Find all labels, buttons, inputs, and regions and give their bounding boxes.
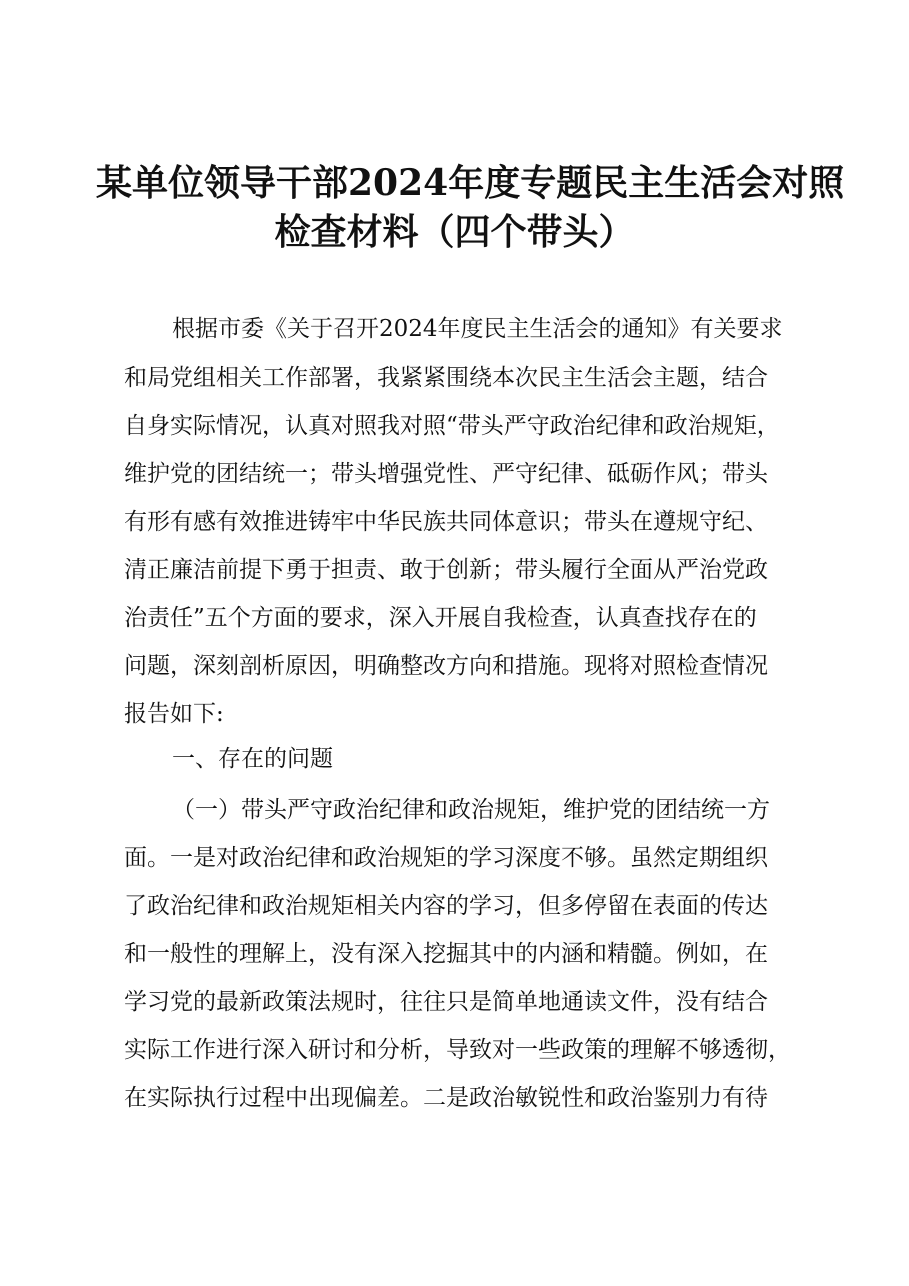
intro-line-6: 清正廉洁前提下勇于担责、敢于创新；带头履行全面从严治党政	[124, 557, 768, 583]
section-line-4: 和一般性的理解上，没有深入挖掘其中的内涵和精髓。例如，在	[124, 941, 768, 967]
intro-line-8: 问题，深刻剖析原因，明确整改方向和措施。现将对照检查情况	[124, 653, 768, 679]
intro-line-7: 治责任”五个方面的要求，深入开展自我检查，认真查找存在的	[124, 605, 757, 631]
document-title-line-2: 检查材料（四个带头）	[274, 211, 635, 253]
section-line-3: 了政治纪律和政治规矩相关内容的学习，但多停留在表面的传达	[124, 893, 768, 919]
intro-line-1: 根据市委《关于召开2024年度民主生活会的通知》有关要求	[172, 316, 783, 342]
section-heading-problems: 一、存在的问题	[172, 746, 333, 772]
section-line-7: 在实际执行过程中出现偏差。二是政治敏锐性和政治鉴别力有待	[124, 1085, 768, 1111]
section-line-5: 学习党的最新政策法规时，往往只是简单地通读文件，没有结合	[124, 989, 768, 1015]
intro-line-5: 有形有感有效推进铸牢中华民族共同体意识；带头在遵规守纪、	[124, 509, 768, 535]
section-line-1: （一）带头严守政治纪律和政治规矩，维护党的团结统一方	[172, 797, 770, 823]
document-title-line-1: 某单位领导干部2024年度专题民主生活会对照	[96, 162, 845, 204]
intro-line-9: 报告如下:	[124, 701, 224, 727]
intro-line-2: 和局党组相关工作部署，我紧紧围绕本次民主生活会主题，结合	[124, 365, 768, 391]
intro-line-4: 维护党的团结统一；带头增强党性、严守纪律、砥砺作风；带头	[124, 461, 768, 487]
section-line-2: 面。一是对政治纪律和政治规矩的学习深度不够。虽然定期组织	[124, 845, 768, 871]
section-line-6: 实际工作进行深入研讨和分析，导致对一些政策的理解不够透彻，	[124, 1037, 791, 1063]
intro-line-3: 自身实际情况，认真对照我对照“带头严守政治纪律和政治规矩，	[124, 413, 780, 439]
